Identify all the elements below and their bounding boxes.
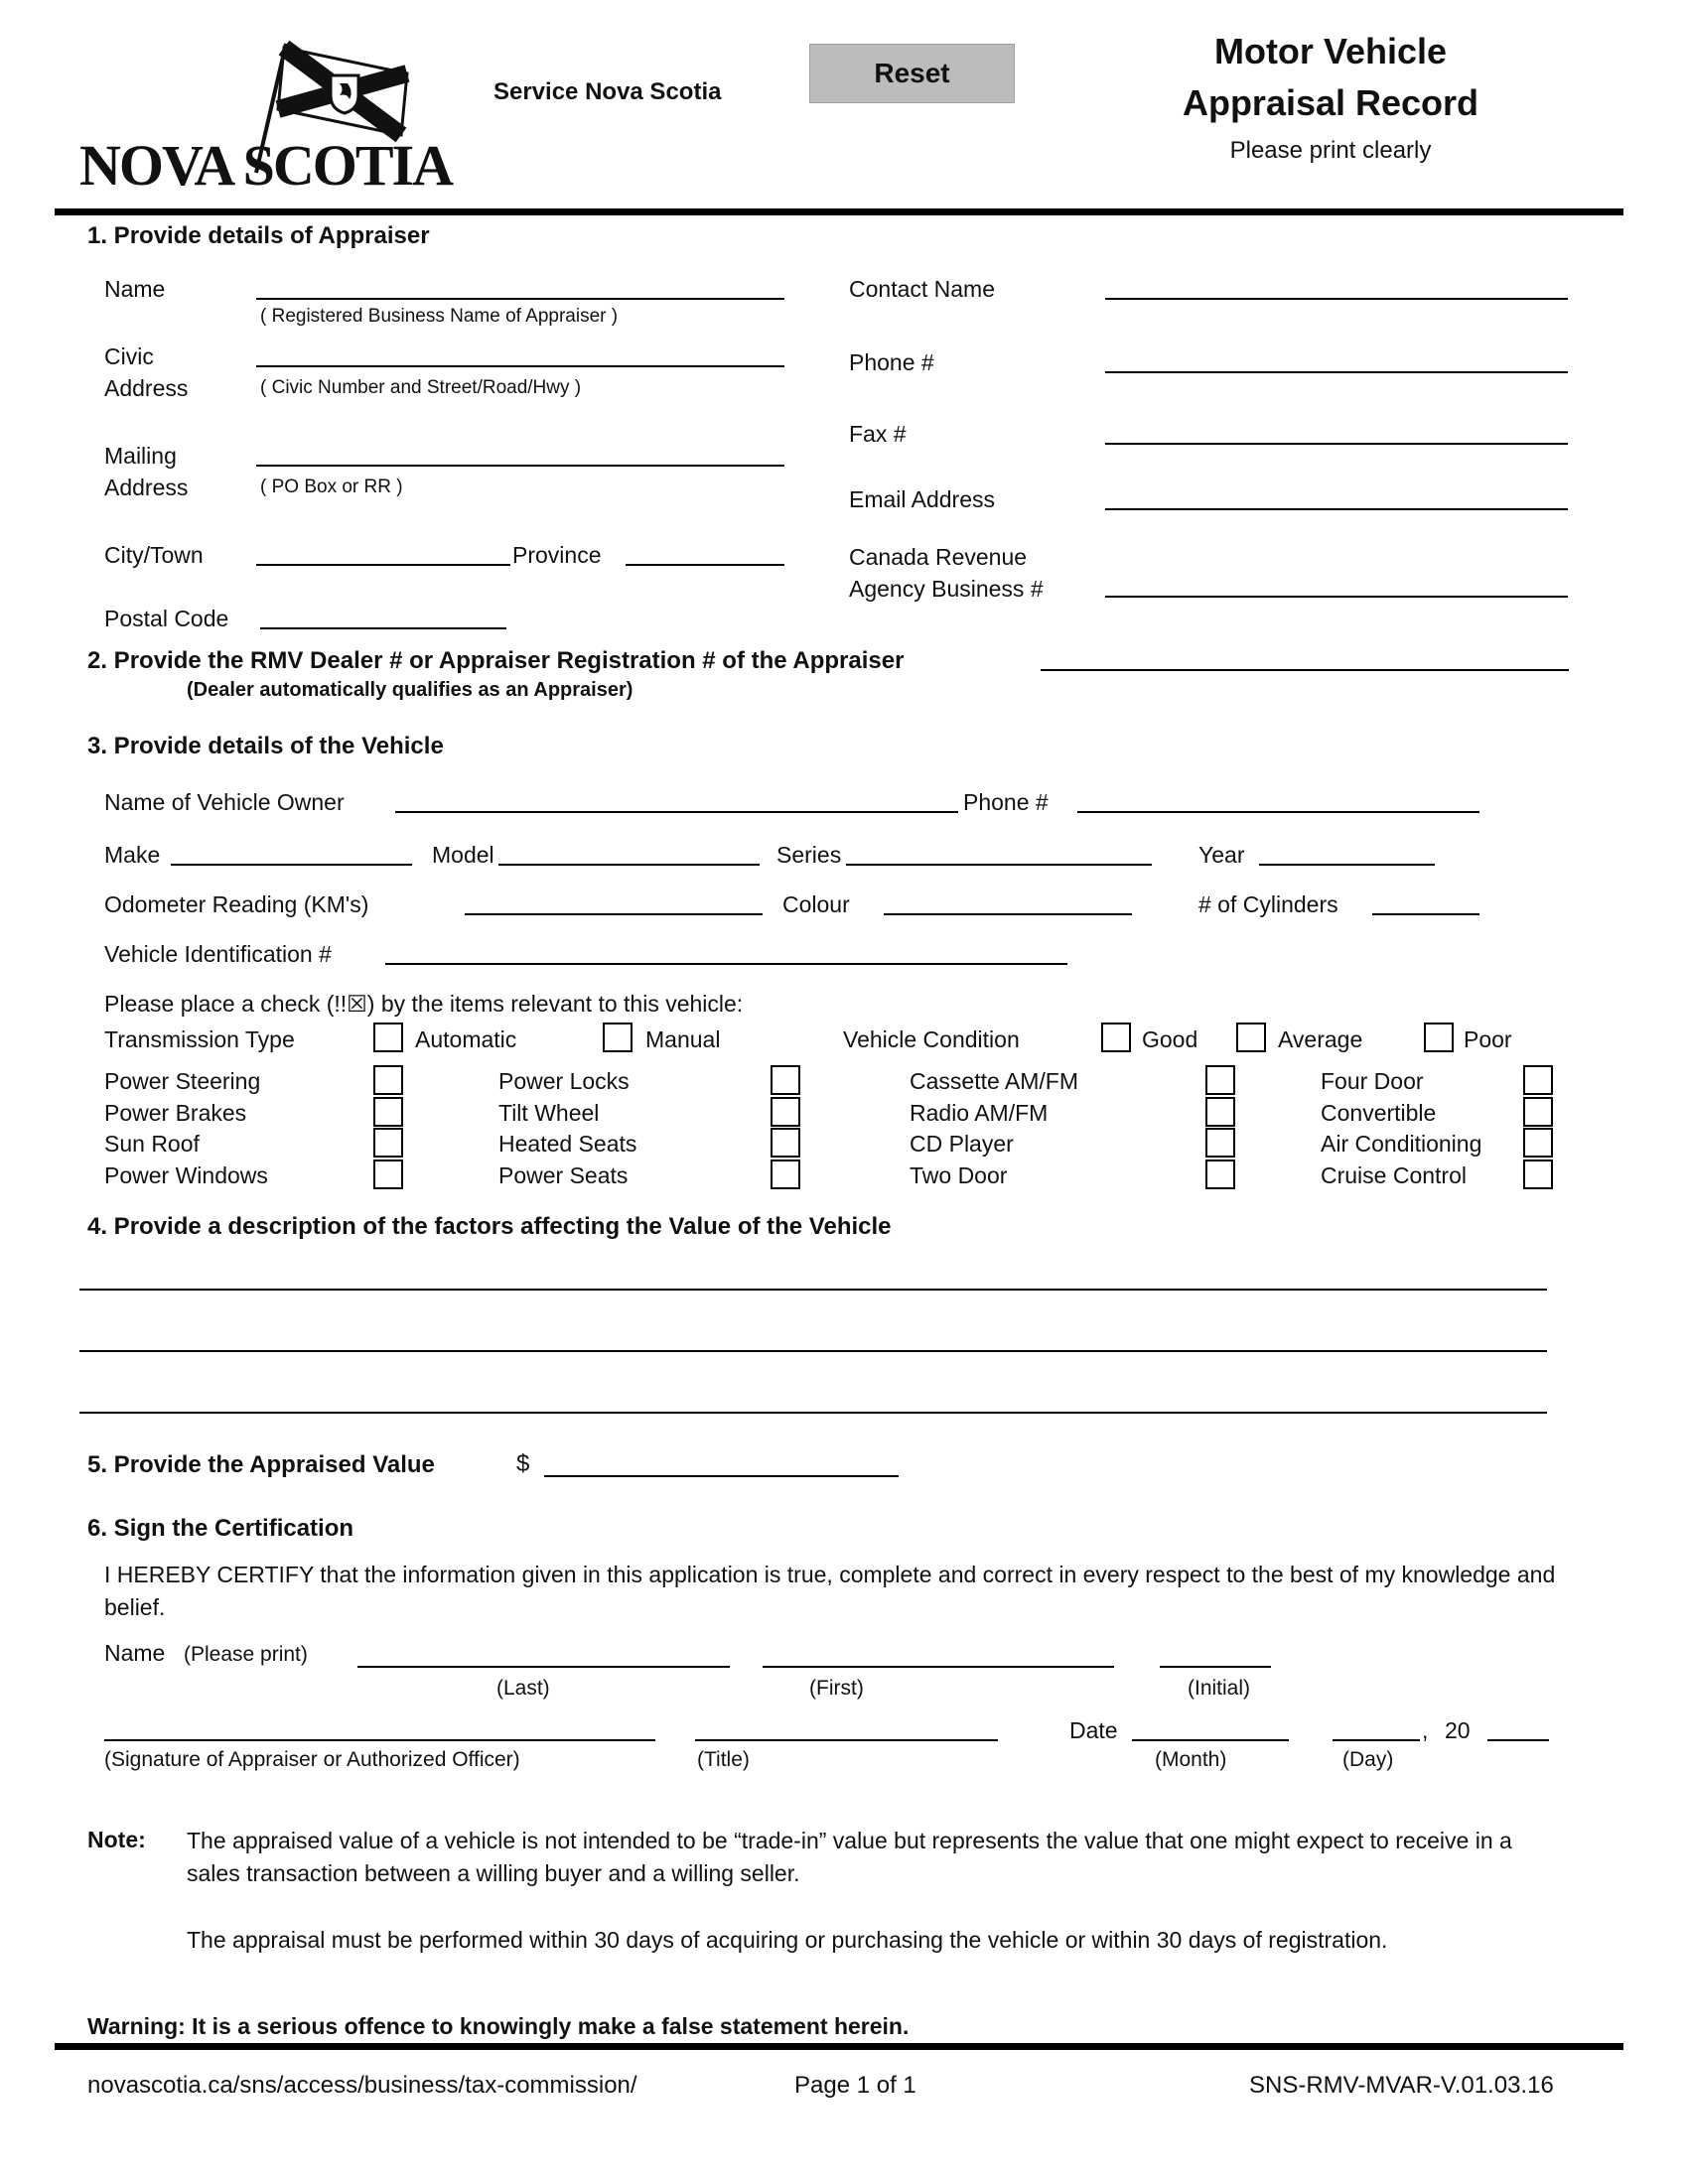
appraiser-name-caption: ( Registered Business Name of Appraiser ) [260, 306, 619, 327]
power-locks-checkbox[interactable] [771, 1065, 800, 1095]
civic-address-label-2: Address [104, 375, 189, 401]
section1-heading: 1. Provide details of Appraiser [87, 222, 430, 249]
signature-caption: (Signature of Appraiser or Authorized Officer) [104, 1748, 520, 1771]
condition-good-checkbox[interactable] [1101, 1023, 1131, 1052]
section2-heading: 2. Provide the RMV Dealer # or Appraiser Registration # of the Appraiser [87, 647, 905, 674]
note-label: Note: [87, 1827, 146, 1852]
title-field[interactable] [695, 1739, 998, 1741]
condition-good-label: Good [1142, 1026, 1198, 1052]
appraiser-phone-label: Phone # [849, 349, 934, 375]
odometer-label: Odometer Reading (KM's) [104, 891, 369, 917]
cra-label-1: Canada Revenue [849, 544, 1028, 570]
note-text-1: The appraised value of a vehicle is not intended to be “trade-in” value but represents the value that one might expect to receive in a sales transaction between a willing buyer and a willing seller. [187, 1828, 1512, 1886]
transmission-manual-checkbox[interactable] [603, 1023, 633, 1052]
date-year-field[interactable] [1487, 1739, 1549, 1741]
footer-form-code: SNS-RMV-MVAR-V.01.03.16 [1249, 2072, 1554, 2099]
series-label: Series [776, 842, 842, 868]
initial-caption: (Initial) [1188, 1677, 1251, 1700]
four-door-checkbox[interactable] [1523, 1065, 1553, 1095]
footer-page-number: Page 1 of 1 [794, 2072, 916, 2099]
logo-wordmark: NOVA SCOTIA [79, 133, 452, 195]
appraiser-phone-field[interactable] [1105, 371, 1568, 373]
signature-field[interactable] [104, 1739, 655, 1741]
name-initial-field[interactable] [1160, 1666, 1271, 1668]
title-caption: (Title) [697, 1748, 750, 1771]
dealer-registration-number-field[interactable] [1041, 669, 1569, 671]
footer-url: novascotia.ca/sns/access/business/tax-commission/ [87, 2072, 637, 2099]
date-label: Date [1069, 1717, 1118, 1743]
cruise-control-label: Cruise Control [1321, 1162, 1467, 1188]
footer-rule [55, 2043, 1623, 2050]
mailing-address-label-1: Mailing [104, 443, 177, 469]
mailing-address-caption: ( PO Box or RR ) [260, 477, 403, 497]
appraiser-name-field[interactable] [256, 298, 784, 300]
check-instruction: Please place a check (!!☒) by the items relevant to this vehicle: [104, 991, 744, 1017]
name-first-field[interactable] [763, 1666, 1114, 1668]
cra-business-number-field[interactable] [1105, 596, 1568, 598]
date-comma: , [1422, 1717, 1429, 1743]
nova-scotia-logo [79, 26, 467, 195]
form-title-line2: Appraisal Record [1182, 82, 1479, 123]
condition-average-checkbox[interactable] [1236, 1023, 1266, 1052]
dollar-sign: $ [516, 1450, 530, 1477]
header-rule [55, 208, 1623, 215]
cert-name-label: Name [104, 1640, 166, 1666]
form-title-block [1132, 26, 1529, 165]
email-label: Email Address [849, 486, 996, 512]
tilt-wheel-checkbox[interactable] [771, 1097, 800, 1127]
nova-scotia-flag-icon [278, 48, 407, 135]
fax-label: Fax # [849, 421, 907, 447]
transmission-type-label: Transmission Type [104, 1026, 295, 1052]
postal-code-label: Postal Code [104, 606, 229, 631]
date-day-field[interactable] [1333, 1739, 1420, 1741]
radio-checkbox[interactable] [1205, 1097, 1235, 1127]
sun-roof-checkbox[interactable] [373, 1128, 403, 1158]
power-windows-checkbox[interactable] [373, 1160, 403, 1189]
cassette-checkbox[interactable] [1205, 1065, 1235, 1095]
fax-field[interactable] [1105, 443, 1568, 445]
email-field[interactable] [1105, 508, 1568, 510]
description-line-2[interactable] [79, 1350, 1547, 1352]
transmission-manual-label: Manual [645, 1026, 721, 1052]
make-field[interactable] [171, 864, 412, 866]
description-line-3[interactable] [79, 1412, 1547, 1414]
power-steering-checkbox[interactable] [373, 1065, 403, 1095]
convertible-label: Convertible [1321, 1100, 1437, 1126]
print-clearly-note: Please print clearly [1229, 137, 1432, 164]
radio-label: Radio AM/FM [910, 1100, 1049, 1126]
vehicle-owner-label: Name of Vehicle Owner [104, 789, 345, 815]
odometer-field[interactable] [465, 913, 763, 915]
province-field[interactable] [626, 564, 784, 566]
series-field[interactable] [846, 864, 1152, 866]
appraiser-name-label: Name [104, 276, 166, 302]
transmission-automatic-checkbox[interactable] [373, 1023, 403, 1052]
appraised-value-field[interactable] [544, 1475, 899, 1477]
postal-code-field[interactable] [260, 627, 506, 629]
reset-button[interactable]: Reset [809, 44, 1015, 103]
convertible-checkbox[interactable] [1523, 1097, 1553, 1127]
transmission-automatic-label: Automatic [415, 1026, 517, 1052]
two-door-checkbox[interactable] [1205, 1160, 1235, 1189]
last-caption: (Last) [496, 1677, 550, 1700]
power-steering-label: Power Steering [104, 1068, 261, 1094]
power-windows-label: Power Windows [104, 1162, 268, 1188]
power-brakes-label: Power Brakes [104, 1100, 247, 1126]
please-print-note: (Please print) [184, 1643, 308, 1666]
condition-poor-label: Poor [1464, 1026, 1512, 1052]
vehicle-condition-label: Vehicle Condition [843, 1026, 1020, 1052]
air-conditioning-label: Air Conditioning [1321, 1131, 1482, 1157]
model-field[interactable] [498, 864, 760, 866]
warning-text: Warning: It is a serious offence to knowingly make a false statement herein. [87, 2013, 910, 2039]
civic-address-field[interactable] [256, 365, 784, 367]
four-door-label: Four Door [1321, 1068, 1424, 1094]
section2-subnote: (Dealer automatically qualifies as an Appraiser) [187, 679, 633, 701]
city-town-label: City/Town [104, 542, 204, 568]
contact-name-field[interactable] [1105, 298, 1568, 300]
colour-label: Colour [782, 891, 850, 917]
power-seats-label: Power Seats [498, 1162, 629, 1188]
note-text-2: The appraisal must be performed within 30 days of acquiring or purchasing the vehicle or within 30 days of registration. [187, 1927, 1388, 1953]
vehicle-owner-field[interactable] [395, 811, 958, 813]
vin-field[interactable] [385, 963, 1067, 965]
cd-player-checkbox[interactable] [1205, 1128, 1235, 1158]
owner-phone-field[interactable] [1077, 811, 1479, 813]
mailing-address-field[interactable] [256, 465, 784, 467]
year-label: Year [1198, 842, 1245, 868]
cd-player-label: CD Player [910, 1131, 1014, 1157]
year-field[interactable] [1259, 864, 1435, 866]
colour-field[interactable] [884, 913, 1132, 915]
power-seats-checkbox[interactable] [771, 1160, 800, 1189]
date-month-field[interactable] [1132, 1739, 1289, 1741]
civic-address-caption: ( Civic Number and Street/Road/Hwy ) [260, 377, 582, 398]
civic-address-label-1: Civic [104, 343, 154, 369]
description-line-1[interactable] [79, 1289, 1547, 1291]
cylinders-field[interactable] [1372, 913, 1479, 915]
section4-heading: 4. Provide a description of the factors affecting the Value of the Vehicle [87, 1213, 892, 1240]
model-label: Model [432, 842, 494, 868]
heated-seats-checkbox[interactable] [771, 1128, 800, 1158]
contact-name-label: Contact Name [849, 276, 996, 302]
day-caption: (Day) [1342, 1748, 1394, 1771]
cassette-label: Cassette AM/FM [910, 1068, 1078, 1094]
two-door-label: Two Door [910, 1162, 1008, 1188]
first-caption: (First) [809, 1677, 864, 1700]
certification-text: I HEREBY CERTIFY that the information given in this application is true, complete and correct in every respect to the best of my knowledge and belief. [104, 1562, 1556, 1620]
cruise-control-checkbox[interactable] [1523, 1160, 1553, 1189]
owner-phone-label: Phone # [963, 789, 1049, 815]
condition-average-label: Average [1278, 1026, 1363, 1052]
sun-roof-label: Sun Roof [104, 1131, 200, 1157]
power-locks-label: Power Locks [498, 1068, 630, 1094]
air-conditioning-checkbox[interactable] [1523, 1128, 1553, 1158]
tilt-wheel-label: Tilt Wheel [498, 1100, 600, 1126]
make-label: Make [104, 842, 161, 868]
date-century: 20 [1445, 1717, 1471, 1743]
heated-seats-label: Heated Seats [498, 1131, 637, 1157]
mailing-address-label-2: Address [104, 475, 189, 500]
power-brakes-checkbox[interactable] [373, 1097, 403, 1127]
month-caption: (Month) [1155, 1748, 1227, 1771]
condition-poor-checkbox[interactable] [1424, 1023, 1454, 1052]
section3-heading: 3. Provide details of the Vehicle [87, 733, 444, 759]
form-title-line1: Motor Vehicle [1213, 31, 1448, 71]
vin-label: Vehicle Identification # [104, 941, 332, 967]
cra-label-2: Agency Business # [849, 576, 1044, 602]
province-label: Province [512, 542, 602, 568]
section6-heading: 6. Sign the Certification [87, 1515, 354, 1542]
name-last-field[interactable] [357, 1666, 730, 1668]
city-town-field[interactable] [256, 564, 510, 566]
cylinders-label: # of Cylinders [1198, 891, 1338, 917]
section5-heading: 5. Provide the Appraised Value [87, 1451, 435, 1478]
service-nova-scotia-label: Service Nova Scotia [493, 78, 722, 105]
